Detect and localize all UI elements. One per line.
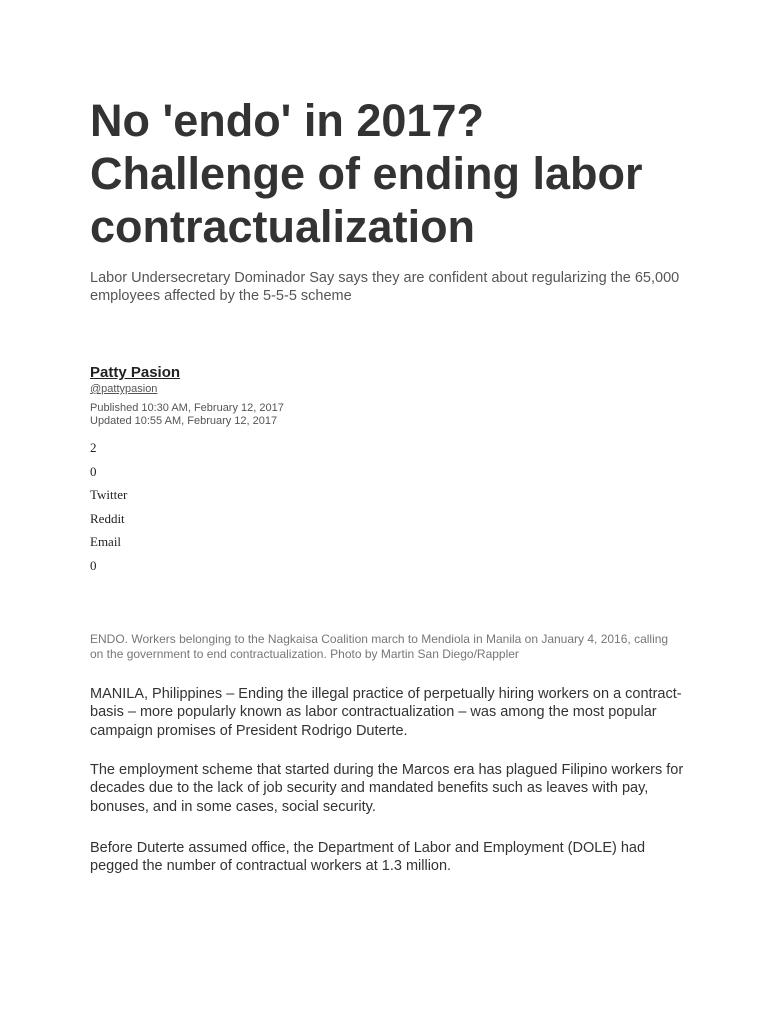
updated-date: Updated 10:55 AM, February 12, 2017 — [90, 415, 278, 427]
share-count-secondary[interactable]: 0 — [90, 464, 97, 479]
comment-count[interactable]: 0 — [90, 558, 97, 573]
author-handle-link[interactable]: @pattypasion — [90, 383, 158, 395]
article-title: No 'endo' in 2017? Challenge of ending labor contractualization — [90, 95, 643, 252]
share-count-facebook[interactable]: 2 — [90, 440, 97, 455]
share-email-link[interactable]: Email — [90, 534, 122, 549]
body-paragraph: Before Duterte assumed office, the Department of Labor and Employment (DOLE) had pegged the number of contractual workers at 1.3 million. — [90, 840, 646, 875]
share-reddit-link[interactable]: Reddit — [90, 511, 125, 526]
photo-caption: ENDO. Workers belonging to the Nagkaisa Coalition march to Mendiola in Manila on January 4, 2016, calling on the government to end contractualization. Photo by Martin San Diego/Rappler — [90, 632, 669, 661]
published-date: Published 10:30 AM, February 12, 2017 — [90, 402, 284, 414]
author-name-link[interactable]: Patty Pasion — [90, 364, 181, 381]
body-paragraph: MANILA, Philippines – Ending the illegal practice of perpetually hiring workers on a contract-basis – more popularly known as labor contractualization – was among the most popular campaign promises of President Rodrigo Duterte. — [90, 686, 682, 739]
article-subtitle: Labor Undersecretary Dominador Say says they are confident about regularizing the 65,000 employees affected by the 5-5-5 scheme — [90, 270, 680, 304]
body-paragraph: The employment scheme that started during the Marcos era has plagued Filipino workers for decades due to the lack of job security and mandated benefits such as leaves with pay, bonuses, and in some cases, social security. — [90, 762, 684, 815]
share-twitter-link[interactable]: Twitter — [90, 487, 128, 502]
